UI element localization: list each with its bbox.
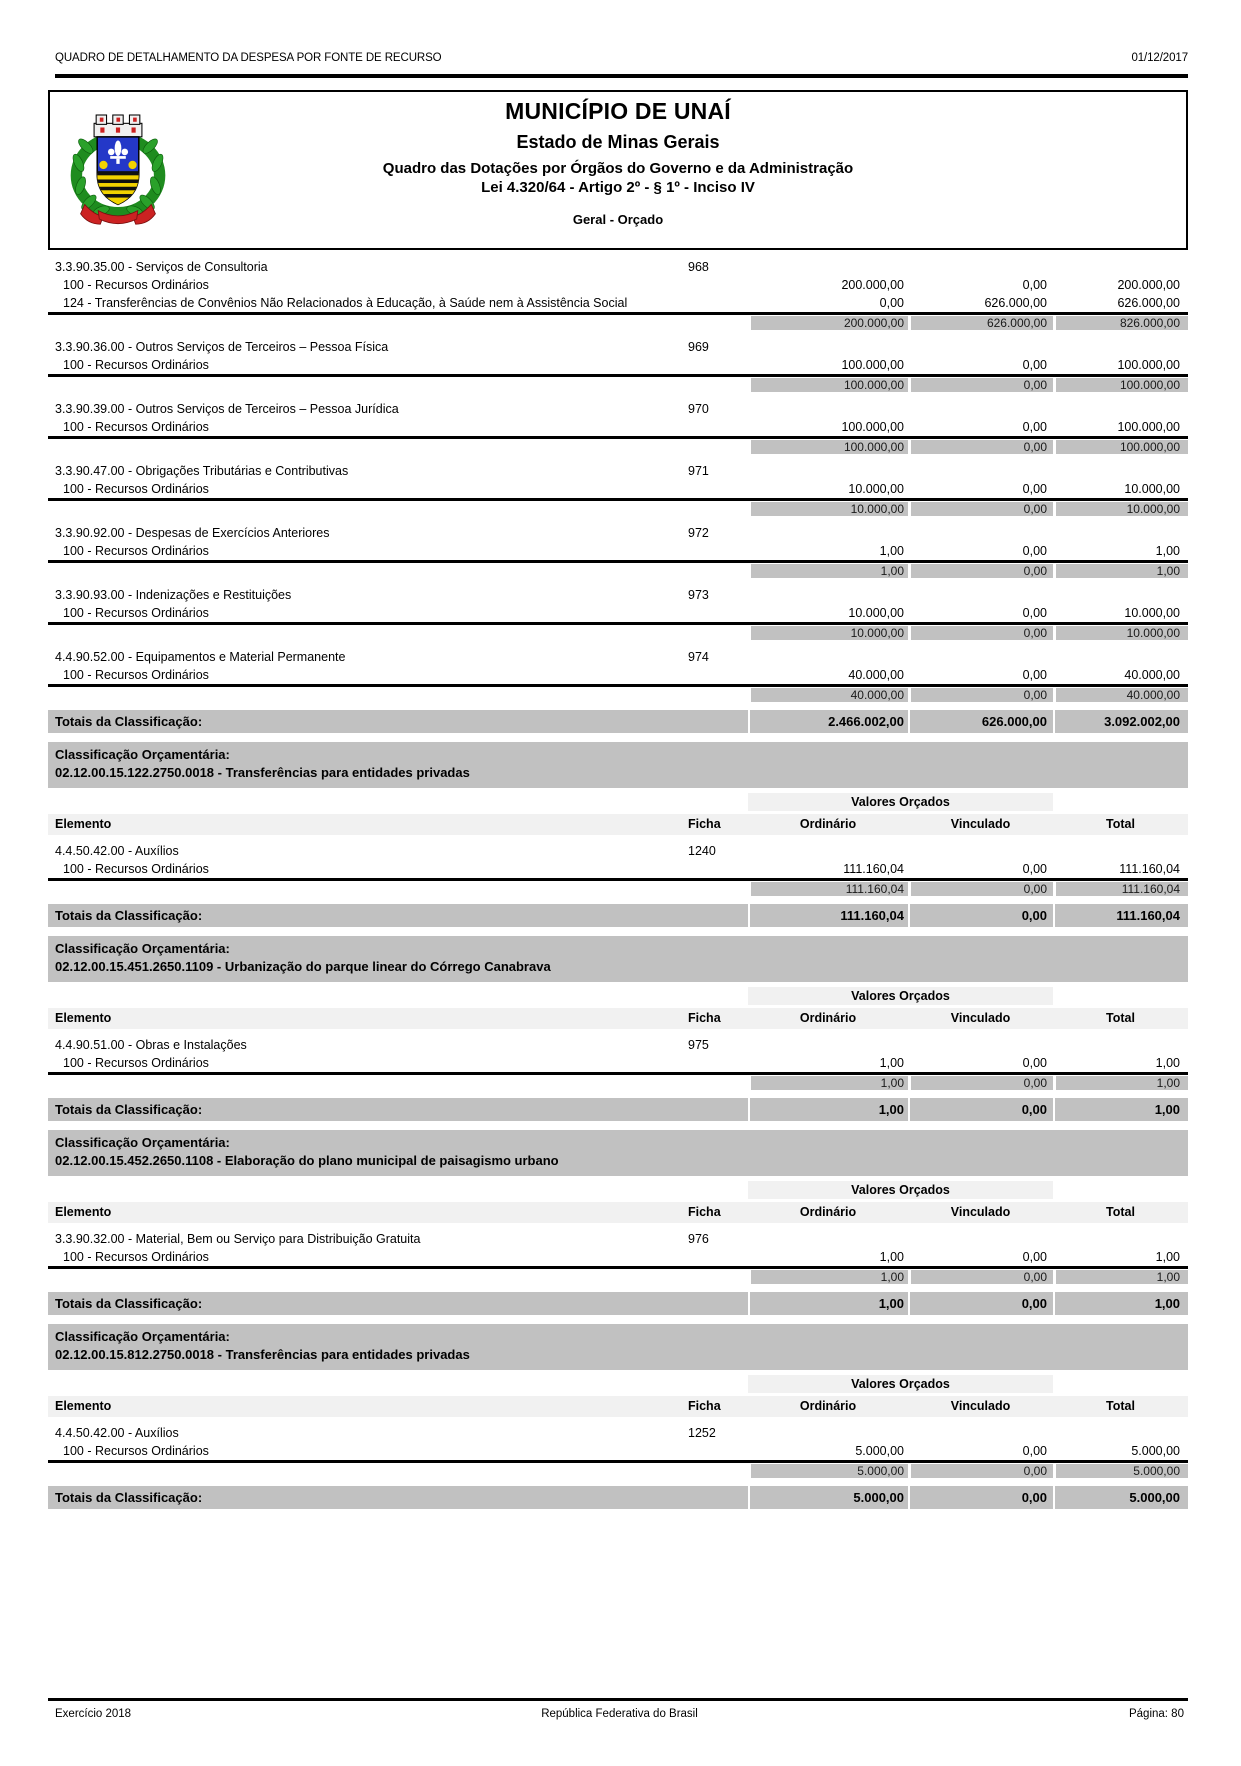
- column-header-total: Total: [1106, 1399, 1135, 1413]
- fonte-row: [48, 418, 1188, 436]
- element-row: [48, 524, 1188, 542]
- report-date: 01/12/2017: [1131, 52, 1188, 64]
- column-header-vinculado: Vinculado: [950, 1399, 1011, 1413]
- element-row: [48, 1424, 1188, 1442]
- element-ficha: 975: [688, 1038, 709, 1052]
- fonte-vinculado-value: 0,00: [1022, 862, 1047, 876]
- element-subtotal-row: [48, 1269, 1188, 1285]
- fonte-ordinario-value: 0,00: [879, 296, 904, 310]
- classification-totals-row: [48, 1292, 1188, 1315]
- element-subtotal-row: [48, 1463, 1188, 1479]
- fonte-name: 100 - Recursos Ordinários: [63, 420, 209, 434]
- classification-section: [48, 1324, 1188, 1509]
- totals-label: Totais da Classificação:: [55, 908, 203, 923]
- state-title: Estado de Minas Gerais: [516, 132, 720, 152]
- totals-total-value: 111.160,04: [1053, 904, 1188, 927]
- fonte-vinculado-value: 0,00: [1022, 358, 1047, 372]
- element-name: 3.3.90.93.00 - Indenizações e Restituições: [55, 588, 292, 602]
- element-ficha: 968: [688, 260, 709, 274]
- fonte-total-value: 1,00: [1155, 1250, 1180, 1264]
- element-name: 3.3.90.36.00 - Outros Serviços de Terceiros – Pessoa Física: [55, 340, 389, 354]
- subtotal-ordinario-value: 5.000,00: [748, 1464, 908, 1478]
- subtotal-total-value: 826.000,00: [1053, 316, 1188, 330]
- column-header-vinculado: Vinculado: [950, 1011, 1011, 1025]
- classification-label: Classificação Orçamentária:: [55, 1135, 230, 1150]
- fonte-row: [48, 1442, 1188, 1460]
- fonte-total-value: 10.000,00: [1124, 482, 1180, 496]
- element-subtotal-row: [48, 501, 1188, 517]
- subtotal-ordinario-value: 1,00: [748, 1076, 908, 1090]
- element-row: [48, 462, 1188, 480]
- fonte-vinculado-value: 626.000,00: [984, 296, 1047, 310]
- law-reference: Lei 4.320/64 - Artigo 2º - § 1º - Inciso IV: [481, 179, 755, 196]
- fonte-vinculado-value: 0,00: [1022, 278, 1047, 292]
- fonte-ordinario-value: 100.000,00: [841, 420, 904, 434]
- totals-total-value: 1,00: [1053, 1292, 1188, 1315]
- element-ficha: 970: [688, 402, 709, 416]
- totals-total-value: 1,00: [1053, 1098, 1188, 1121]
- fonte-total-value: 100.000,00: [1117, 358, 1180, 372]
- fonte-ordinario-value: 111.160,04: [843, 862, 904, 876]
- scope-label: Geral - Orçado: [572, 212, 664, 227]
- fonte-row: [48, 276, 1188, 294]
- fonte-ordinario-value: 1,00: [879, 544, 904, 558]
- column-header-elemento: Elemento: [55, 1011, 112, 1025]
- subtotal-total-value: 1,00: [1053, 564, 1188, 578]
- classification-totals-row: [48, 710, 1188, 733]
- classification-section: [48, 1130, 1188, 1315]
- element-row: [48, 400, 1188, 418]
- fonte-total-value: 5.000,00: [1131, 1444, 1180, 1458]
- column-header-ficha: Ficha: [688, 1011, 721, 1025]
- subtotal-vinculado-value: 0,00: [908, 440, 1053, 454]
- fonte-ordinario-value: 10.000,00: [848, 482, 904, 496]
- fonte-vinculado-value: 0,00: [1022, 606, 1047, 620]
- element-row: [48, 648, 1188, 666]
- fonte-vinculado-value: 0,00: [1022, 482, 1047, 496]
- subtotal-ordinario-value: 40.000,00: [748, 688, 908, 702]
- totals-vinculado-value: 0,00: [908, 1486, 1053, 1509]
- element-row: [48, 258, 1188, 276]
- subtotal-total-value: 100.000,00: [1053, 378, 1188, 392]
- column-header-total: Total: [1106, 817, 1135, 831]
- subtotal-total-value: 100.000,00: [1053, 440, 1188, 454]
- fonte-row: [48, 356, 1188, 374]
- totals-vinculado-value: 0,00: [908, 1098, 1053, 1121]
- element-name: 4.4.90.51.00 - Obras e Instalações: [55, 1038, 247, 1052]
- element-subtotal-row: [48, 687, 1188, 703]
- fonte-row: [48, 666, 1188, 684]
- values-band-label: Valores Orçados: [748, 1375, 1053, 1393]
- element-subtotal-row: [48, 881, 1188, 897]
- subtotal-vinculado-value: 0,00: [908, 564, 1053, 578]
- values-band-label: Valores Orçados: [748, 987, 1053, 1005]
- subtotal-total-value: 10.000,00: [1053, 626, 1188, 640]
- element-name: 3.3.90.39.00 - Outros Serviços de Terceiros – Pessoa Jurídica: [55, 402, 399, 416]
- column-header-total: Total: [1106, 1011, 1135, 1025]
- fonte-name: 100 - Recursos Ordinários: [63, 1250, 209, 1264]
- element-row: [48, 338, 1188, 356]
- totals-vinculado-value: 0,00: [908, 1292, 1053, 1315]
- fonte-name: 100 - Recursos Ordinários: [63, 1444, 209, 1458]
- subtotal-vinculado-value: 0,00: [908, 502, 1053, 516]
- classification-bar: [48, 936, 1188, 982]
- subtotal-ordinario-value: 1,00: [748, 1270, 908, 1284]
- shield-icon: [95, 137, 141, 207]
- fonte-vinculado-value: 0,00: [1022, 1056, 1047, 1070]
- budget-table: [48, 258, 1188, 1509]
- values-band-row: [48, 1375, 1188, 1393]
- element-subtotal-row: [48, 1075, 1188, 1091]
- totals-label: Totais da Classificação:: [55, 1490, 203, 1505]
- fonte-ordinario-value: 5.000,00: [855, 1444, 904, 1458]
- totals-vinculado-value: 0,00: [908, 904, 1053, 927]
- fonte-total-value: 111.160,04: [1119, 862, 1180, 876]
- fonte-total-value: 1,00: [1155, 1056, 1180, 1070]
- classification-label: Classificação Orçamentária:: [55, 941, 230, 956]
- fonte-name: 100 - Recursos Ordinários: [63, 358, 209, 372]
- fonte-row: [48, 1248, 1188, 1266]
- element-subtotal-row: [48, 625, 1188, 641]
- totals-total-value: 5.000,00: [1053, 1486, 1188, 1509]
- element-row: [48, 1230, 1188, 1248]
- element-ficha: 971: [688, 464, 709, 478]
- subtotal-total-value: 10.000,00: [1053, 502, 1188, 516]
- fonte-total-value: 40.000,00: [1124, 668, 1180, 682]
- values-band-row: [48, 987, 1188, 1005]
- fonte-ordinario-value: 100.000,00: [841, 358, 904, 372]
- element-row: [48, 842, 1188, 860]
- fonte-ordinario-value: 200.000,00: [841, 278, 904, 292]
- element-name: 3.3.90.35.00 - Serviços de Consultoria: [55, 260, 268, 274]
- fonte-vinculado-value: 0,00: [1022, 668, 1047, 682]
- fonte-vinculado-value: 0,00: [1022, 1444, 1047, 1458]
- column-header-ordinario: Ordinário: [799, 817, 857, 831]
- values-band-label: Valores Orçados: [748, 793, 1053, 811]
- element-subtotal-row: [48, 439, 1188, 455]
- column-header-ficha: Ficha: [688, 1205, 721, 1219]
- report-type-title: QUADRO DE DETALHAMENTO DA DESPESA POR FONTE DE RECURSO: [55, 52, 442, 64]
- values-band-row: [48, 793, 1188, 811]
- values-band-row: [48, 1181, 1188, 1199]
- subtotal-ordinario-value: 10.000,00: [748, 502, 908, 516]
- column-header-vinculado: Vinculado: [950, 1205, 1011, 1219]
- subtotal-total-value: 1,00: [1053, 1270, 1188, 1284]
- totals-vinculado-value: 626.000,00: [908, 710, 1053, 733]
- column-header-elemento: Elemento: [55, 817, 112, 831]
- classification-bar: [48, 742, 1188, 788]
- column-header-row: [48, 1202, 1188, 1223]
- totals-ordinario-value: 5.000,00: [748, 1486, 908, 1509]
- classification-label: Classificação Orçamentária:: [55, 747, 230, 762]
- fonte-ordinario-value: 1,00: [879, 1250, 904, 1264]
- totals-ordinario-value: 111.160,04: [748, 904, 908, 927]
- subtotal-ordinario-value: 200.000,00: [748, 316, 908, 330]
- totals-ordinario-value: 1,00: [748, 1292, 908, 1315]
- column-header-ordinario: Ordinário: [799, 1011, 857, 1025]
- column-header-row: [48, 1396, 1188, 1417]
- header-rule: [55, 74, 1188, 78]
- column-header-ficha: Ficha: [688, 1399, 721, 1413]
- fonte-name: 100 - Recursos Ordinários: [63, 1056, 209, 1070]
- totals-label: Totais da Classificação:: [55, 1296, 203, 1311]
- subtotal-vinculado-value: 0,00: [908, 882, 1053, 896]
- subtotal-vinculado-value: 0,00: [908, 1464, 1053, 1478]
- values-band-label: Valores Orçados: [748, 1181, 1053, 1199]
- subtotal-vinculado-value: 0,00: [908, 1270, 1053, 1284]
- fonte-total-value: 100.000,00: [1117, 420, 1180, 434]
- fonte-name: 124 - Transferências de Convênios Não Relacionados à Educação, à Saúde nem à Assistência Social: [63, 296, 628, 310]
- subtotal-total-value: 1,00: [1053, 1076, 1188, 1090]
- fonte-name: 100 - Recursos Ordinários: [63, 606, 209, 620]
- subtotal-vinculado-value: 0,00: [908, 688, 1053, 702]
- totals-ordinario-value: 1,00: [748, 1098, 908, 1121]
- element-ficha: 972: [688, 526, 709, 540]
- subtotal-ordinario-value: 111.160,04: [748, 882, 908, 896]
- column-header-ficha: Ficha: [688, 817, 721, 831]
- element-ficha: 1252: [688, 1426, 716, 1440]
- fonte-name: 100 - Recursos Ordinários: [63, 278, 209, 292]
- fonte-row: [48, 480, 1188, 498]
- element-ficha: 976: [688, 1232, 709, 1246]
- totals-ordinario-value: 2.466.002,00: [748, 710, 908, 733]
- fonte-row: [48, 542, 1188, 560]
- municipality-title: MUNICÍPIO DE UNAÍ: [505, 98, 731, 124]
- element-subtotal-row: [48, 377, 1188, 393]
- classification-section: [48, 936, 1188, 1121]
- subtotal-total-value: 111.160,04: [1053, 882, 1188, 896]
- fonte-total-value: 1,00: [1155, 544, 1180, 558]
- column-header-vinculado: Vinculado: [950, 817, 1011, 831]
- subtotal-vinculado-value: 0,00: [908, 378, 1053, 392]
- classification-code: 02.12.00.15.451.2650.1109 - Urbanização do parque linear do Córrego Canabrava: [55, 959, 551, 974]
- element-row: [48, 586, 1188, 604]
- page-header: [55, 52, 1188, 64]
- element-name: 3.3.90.92.00 - Despesas de Exercícios Anteriores: [55, 526, 330, 540]
- column-header-ordinario: Ordinário: [799, 1205, 857, 1219]
- fonte-ordinario-value: 40.000,00: [848, 668, 904, 682]
- fonte-vinculado-value: 0,00: [1022, 1250, 1047, 1264]
- classification-label: Classificação Orçamentária:: [55, 1329, 230, 1344]
- subtotal-vinculado-value: 626.000,00: [908, 316, 1053, 330]
- totals-total-value: 3.092.002,00: [1053, 710, 1188, 733]
- element-ficha: 974: [688, 650, 709, 664]
- page-footer: [48, 1708, 1188, 1720]
- totals-label: Totais da Classificação:: [55, 1102, 203, 1117]
- subtotal-vinculado-value: 0,00: [908, 626, 1053, 640]
- footer-rule: [48, 1698, 1188, 1701]
- classification-bar: [48, 1130, 1188, 1176]
- fonte-ordinario-value: 10.000,00: [848, 606, 904, 620]
- column-header-elemento: Elemento: [55, 1205, 112, 1219]
- classification-code: 02.12.00.15.452.2650.1108 - Elaboração do plano municipal de paisagismo urbano: [55, 1153, 559, 1168]
- fonte-ordinario-value: 1,00: [879, 1056, 904, 1070]
- fonte-total-value: 10.000,00: [1124, 606, 1180, 620]
- footer-exercise: Exercício 2018: [55, 1708, 132, 1720]
- element-subtotal-row: [48, 563, 1188, 579]
- column-header-elemento: Elemento: [55, 1399, 112, 1413]
- element-ficha: 969: [688, 340, 709, 354]
- report-header-box: [48, 90, 1188, 250]
- subtotal-ordinario-value: 1,00: [748, 564, 908, 578]
- column-header-row: [48, 1008, 1188, 1029]
- fonte-row: [48, 294, 1188, 312]
- mural-crown-icon: [94, 115, 142, 137]
- fonte-name: 100 - Recursos Ordinários: [63, 862, 209, 876]
- subtotal-ordinario-value: 100.000,00: [748, 440, 908, 454]
- element-ficha: 973: [688, 588, 709, 602]
- column-header-ordinario: Ordinário: [799, 1399, 857, 1413]
- fonte-name: 100 - Recursos Ordinários: [63, 668, 209, 682]
- element-name: 4.4.90.52.00 - Equipamentos e Material Permanente: [55, 650, 346, 664]
- subtotal-ordinario-value: 100.000,00: [748, 378, 908, 392]
- classification-bar: [48, 1324, 1188, 1370]
- subtotal-total-value: 40.000,00: [1053, 688, 1188, 702]
- fonte-total-value: 626.000,00: [1117, 296, 1180, 310]
- report-title: Quadro das Dotações por Órgãos do Governo e da Administração: [382, 160, 854, 177]
- classification-totals-row: [48, 904, 1188, 927]
- subtotal-vinculado-value: 0,00: [908, 1076, 1053, 1090]
- element-name: 4.4.50.42.00 - Auxílios: [55, 844, 179, 858]
- classification-totals-row: [48, 1486, 1188, 1509]
- classification-totals-row: [48, 1098, 1188, 1121]
- fonte-vinculado-value: 0,00: [1022, 544, 1047, 558]
- footer-country: República Federativa do Brasil: [541, 1708, 698, 1720]
- element-row: [48, 1036, 1188, 1054]
- column-header-row: [48, 814, 1188, 835]
- classification-section: [48, 742, 1188, 927]
- subtotal-total-value: 5.000,00: [1053, 1464, 1188, 1478]
- fonte-total-value: 200.000,00: [1117, 278, 1180, 292]
- fonte-row: [48, 604, 1188, 622]
- column-header-total: Total: [1106, 1205, 1135, 1219]
- element-name: 4.4.50.42.00 - Auxílios: [55, 1426, 179, 1440]
- element-name: 3.3.90.47.00 - Obrigações Tributárias e Contributivas: [55, 464, 349, 478]
- element-name: 3.3.90.32.00 - Material, Bem ou Serviço para Distribuição Gratuita: [55, 1232, 421, 1246]
- fonte-name: 100 - Recursos Ordinários: [63, 544, 209, 558]
- unai-coat-of-arms: [66, 108, 170, 226]
- element-subtotal-row: [48, 315, 1188, 331]
- fonte-name: 100 - Recursos Ordinários: [63, 482, 209, 496]
- fonte-row: [48, 1054, 1188, 1072]
- classification-code: 02.12.00.15.812.2750.0018 - Transferências para entidades privadas: [55, 1347, 470, 1362]
- classification-section: [48, 258, 1188, 733]
- classification-code: 02.12.00.15.122.2750.0018 - Transferências para entidades privadas: [55, 765, 470, 780]
- totals-label: Totais da Classificação:: [55, 714, 203, 729]
- fonte-vinculado-value: 0,00: [1022, 420, 1047, 434]
- fonte-row: [48, 860, 1188, 878]
- element-ficha: 1240: [688, 844, 716, 858]
- subtotal-ordinario-value: 10.000,00: [748, 626, 908, 640]
- footer-page-number: Página: 80: [1128, 1708, 1184, 1720]
